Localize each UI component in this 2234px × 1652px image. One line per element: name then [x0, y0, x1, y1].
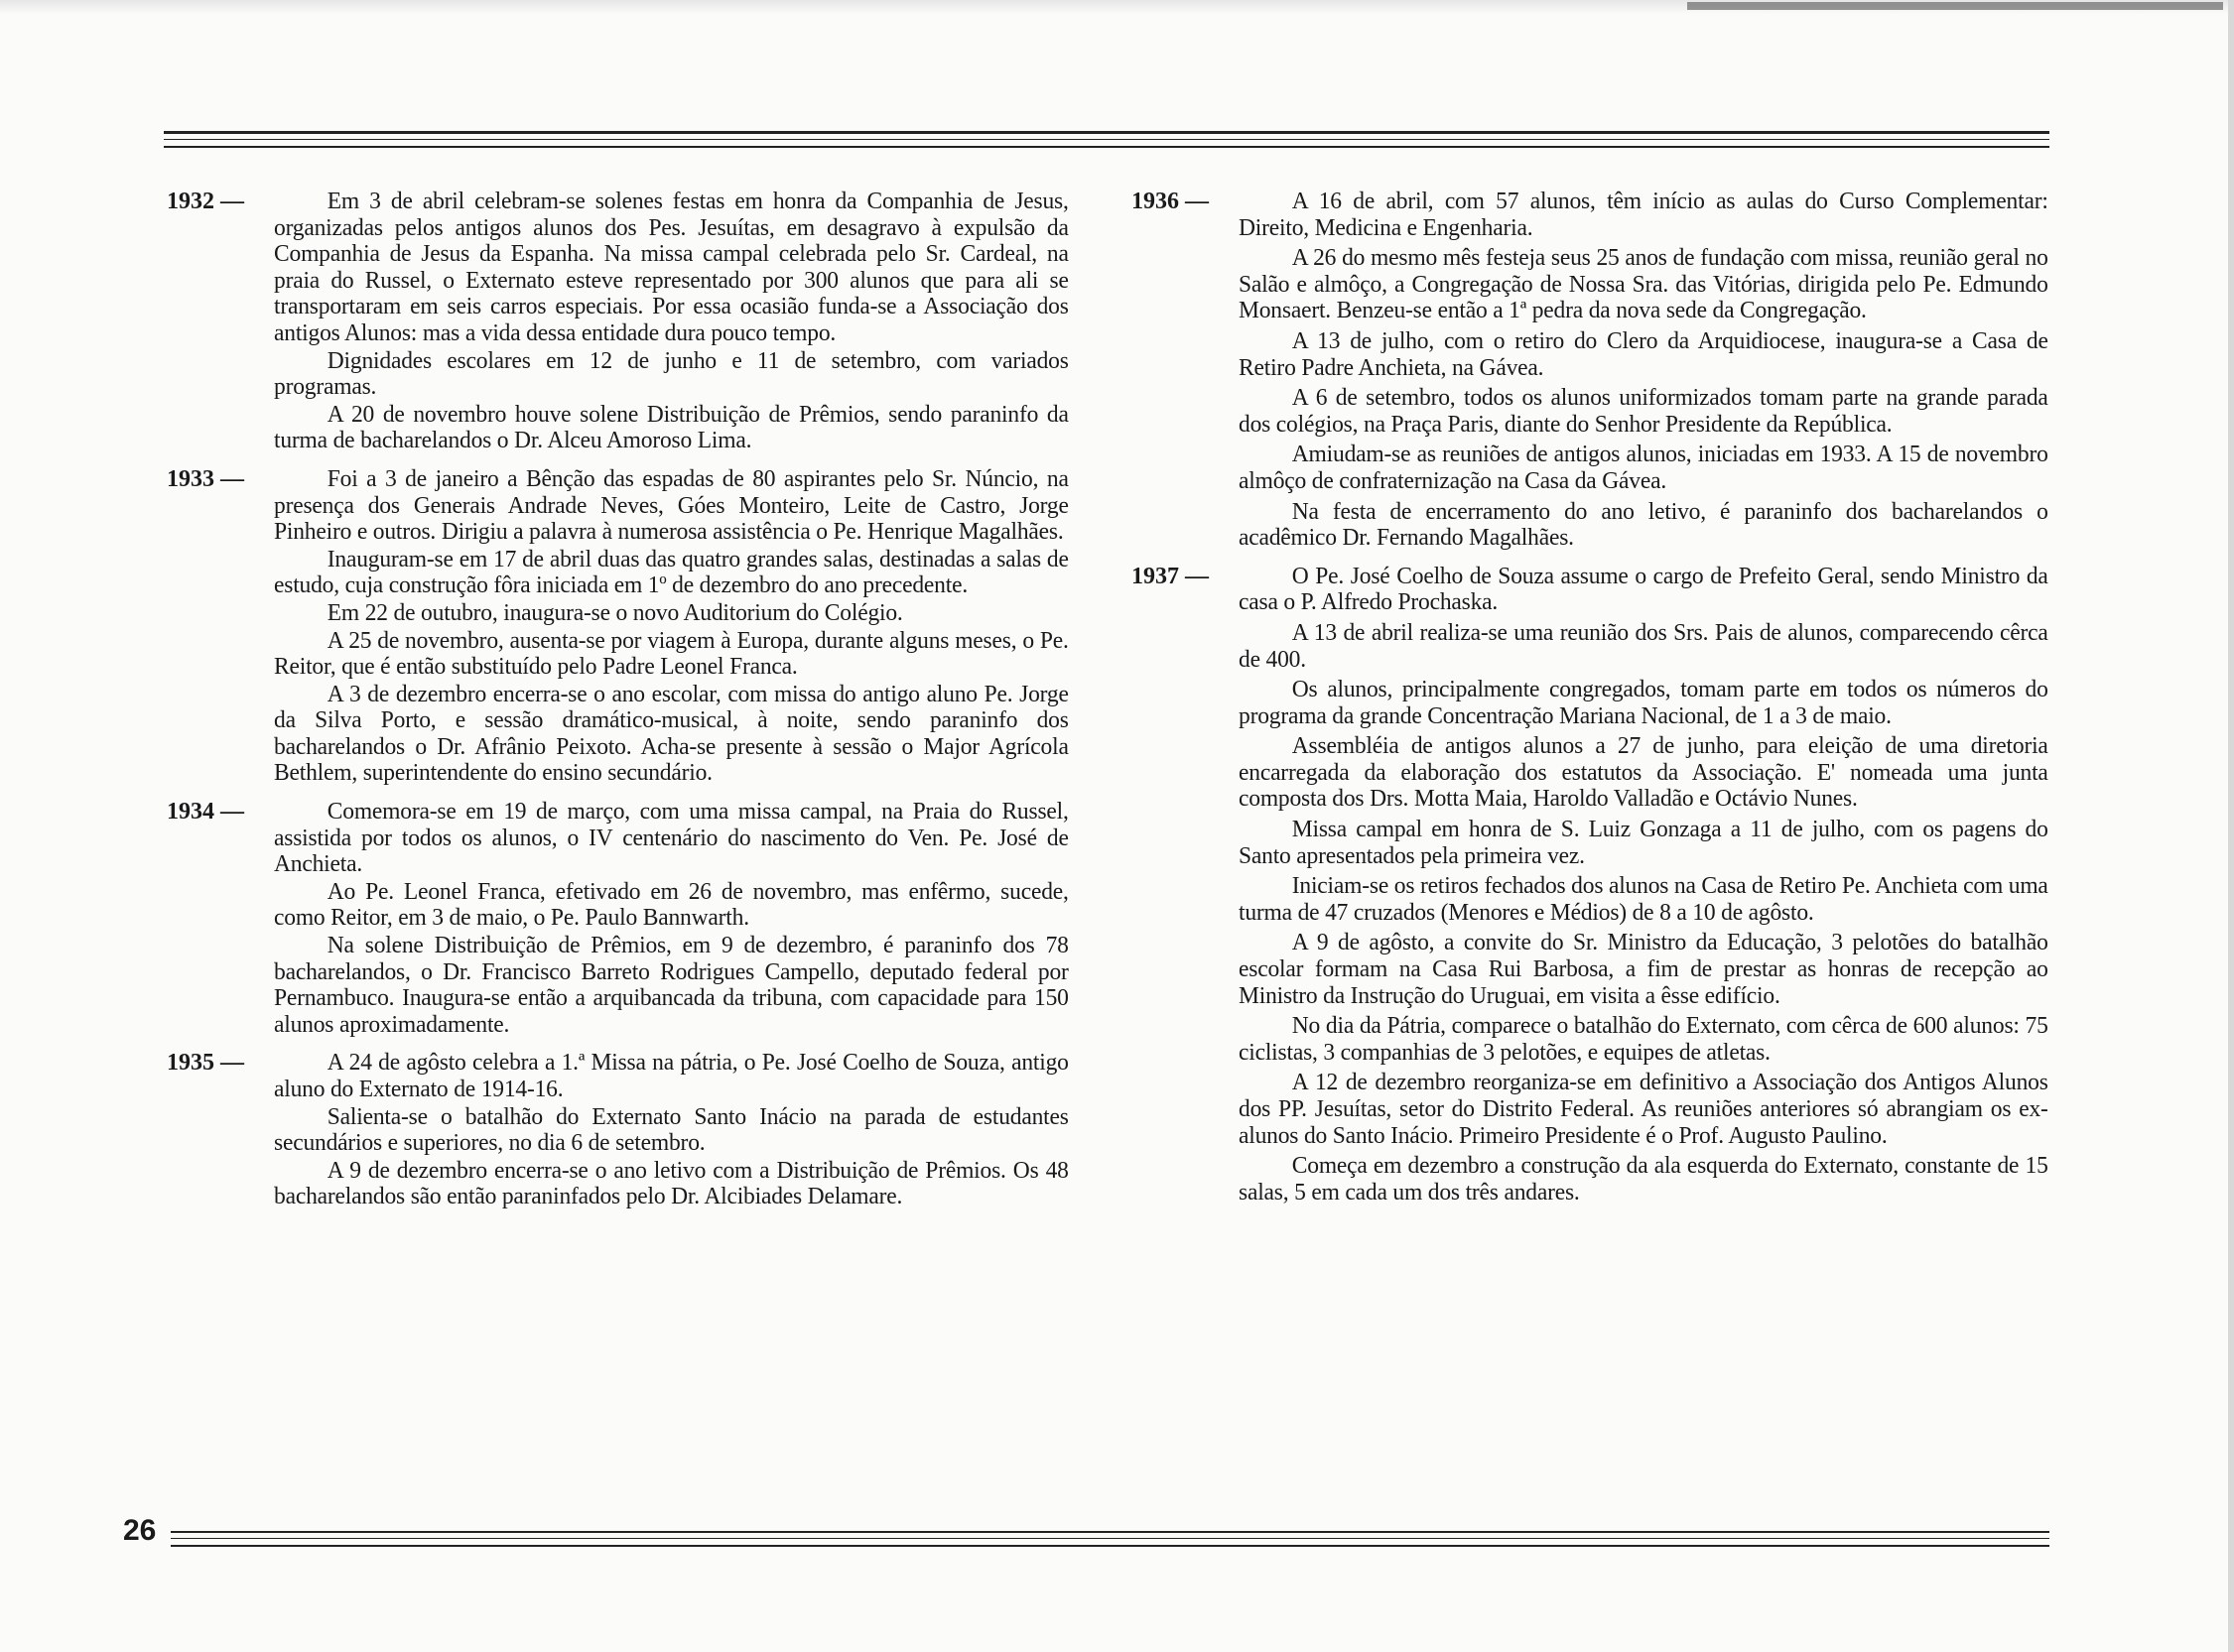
page-edge — [2228, 0, 2234, 1652]
entry-paragraph: A 13 de abril realiza-se uma reunião dos Srs. Pais de alunos, comparecendo cêrca de 400. — [1239, 618, 2048, 673]
entry-paragraph: A 24 de agôsto celebra a 1.ª Missa na pátria, o Pe. José Coelho de Souza, antigo aluno do Externato de 1914-16. — [274, 1049, 1069, 1102]
entry-paragraph: Comemora-se em 19 de março, com uma missa campal, na Praia do Russel, assistida por todos os alunos, o IV centenário do nascimento do Ven. Pe. José de Anchieta. — [274, 798, 1069, 878]
entry-paragraph: No dia da Pátria, comparece o batalhão do Externato, com cêrca de 600 alunos: 75 ciclistas, 3 companhias de 3 pelotões, e equipes de atletas. — [1239, 1012, 2048, 1066]
entry-body — [1239, 564, 2049, 1207]
entry-paragraph: A 6 de setembro, todos os alunos uniformizados tomam parte na grande parada dos colégios, na Praça Paris, diante do Senhor Presidente da República. — [1239, 384, 2048, 438]
entry-body — [1239, 189, 2049, 552]
entry-paragraph: O Pe. José Coelho de Souza assume o cargo de Prefeito Geral, sendo Ministro da casa o P. Alfredo Prochaska. — [1239, 562, 2048, 616]
entry-paragraph: A 12 de dezembro reorganiza-se em definitivo a Associação dos Antigos Alunos dos PP. Jesuítas, setor do Distrito Federal. As reuniões anteriores só abrangiam os ex-alunos do Santo Inácio. Primeiro Presidente é o Prof. Augusto Paulino. — [1239, 1069, 2048, 1149]
header-rule — [164, 131, 2049, 134]
entry-year: 1934 — — [167, 799, 244, 826]
entry-body — [274, 189, 1070, 454]
scan-artifact — [1687, 2, 2223, 10]
header-rule — [164, 139, 2049, 140]
entry-year: 1937 — — [1131, 563, 1209, 589]
entry-year: 1932 — — [167, 189, 244, 214]
year-entry — [1131, 564, 2049, 1207]
entry-year: 1933 — — [167, 465, 244, 492]
entry-paragraph: A 26 do mesmo mês festeja seus 25 anos de fundação com missa, reunião geral no Salão e almôço, a Congregação de Nossa Sra. das Vitórias, dirigida pelo Pe. Edmundo Monsaert. Benzeu-se então a 1ª pedra da nova sede da Congregação. — [1239, 244, 2048, 324]
year-entry — [1131, 189, 2049, 552]
entry-paragraph: Dignidades escolares em 12 de junho e 11 de setembro, com variados programas. — [274, 346, 1069, 401]
footer-rule — [171, 1531, 2049, 1533]
entry-paragraph: Salienta-se o batalhão do Externato Santo Inácio na parada de estudantes secundários e superiores, no dia 6 de setembro. — [274, 1102, 1069, 1157]
entry-paragraph: Ao Pe. Leonel Franca, efetivado em 26 de novembro, mas enfêrmo, sucede, como Reitor, em 3 de maio, o Pe. Paulo Bannwarth. — [274, 877, 1069, 932]
footer-rule — [171, 1538, 2049, 1539]
entry-body — [274, 799, 1070, 1038]
entry-paragraph: Amiudam-se as reuniões de antigos alunos, iniciadas em 1933. A 15 de novembro almôço de confraternização na Casa da Gávea. — [1239, 441, 2048, 494]
entry-paragraph: Os alunos, principalmente congregados, tomam parte em todos os números do programa da grande Concentração Mariana Nacional, de 1 a 3 de maio. — [1239, 676, 2048, 729]
entry-paragraph: Assembléia de antigos alunos a 27 de junho, para eleição de uma diretoria encarregada da elaboração dos estatutos da Associação. E' nomeada uma junta composta dos Drs. Motta Maia, Haroldo Valladão e Octávio Nunes. — [1239, 732, 2048, 813]
entry-paragraph: A 16 de abril, com 57 alunos, têm início as aulas do Curso Complementar: Direito, Medicina e Engenharia. — [1239, 188, 2048, 241]
entry-paragraph: Inauguram-se em 17 de abril duas das quatro grandes salas, destinadas a salas de estudo, cuja construção fôra iniciada em 1º de dezembro do ano precedente. — [274, 545, 1069, 599]
entry-paragraph: A 25 de novembro, ausenta-se por viagem à Europa, durante alguns meses, o Pe. Reitor, que é então substituído pelo Padre Leonel Franca. — [274, 626, 1069, 681]
page-number: 26 — [123, 1514, 157, 1547]
year-entry — [167, 1050, 1070, 1210]
footer-rule — [171, 1545, 2049, 1547]
entry-body — [274, 466, 1070, 787]
year-entry — [167, 466, 1070, 787]
left-column — [167, 189, 1070, 1222]
entry-paragraph: Foi a 3 de janeiro a Bênção das espadas de 80 aspirantes pelo Sr. Núncio, na presença dos Generais Andrade Neves, Góes Monteiro, Leite de Castro, Jorge Pinheiro e outros. Dirigiu a palavra à numerosa assistência o Pe. Henrique Magalhães. — [274, 464, 1069, 546]
entry-body — [274, 1050, 1070, 1210]
entry-paragraph: Na festa de encerramento do ano letivo, é paraninfo dos bacharelandos o acadêmico Dr. Fernando Magalhães. — [1239, 497, 2048, 552]
entry-paragraph: Em 22 de outubro, inaugura-se o novo Auditorium do Colégio. — [327, 598, 903, 626]
right-column — [1131, 189, 2049, 1217]
entry-year: 1936 — — [1131, 189, 1209, 214]
header-rule — [164, 146, 2049, 148]
entry-paragraph: A 9 de agôsto, a convite do Sr. Ministro da Educação, 3 pelotões do batalhão escolar formam na Casa Rui Barbosa, a fim de prestar as honras de recepção ao Ministro da Instrução do Uruguai, em visita a êsse edifício. — [1239, 929, 2048, 1009]
entry-paragraph: A 9 de dezembro encerra-se o ano letivo com a Distribuição de Prêmios. Os 48 bacharelandos são então paraninfados pelo Dr. Alcibiades Delamare. — [274, 1156, 1069, 1210]
entry-paragraph: Missa campal em honra de S. Luiz Gonzaga a 11 de julho, com os pagens do Santo apresentados pela primeira vez. — [1239, 816, 2048, 869]
entry-paragraph: Iniciam-se os retiros fechados dos alunos na Casa de Retiro Pe. Anchieta com uma turma de 47 cruzados (Menores e Médios) de 8 a 10 de agôsto. — [1239, 872, 2048, 926]
entry-paragraph: A 3 de dezembro encerra-se o ano escolar, com missa do antigo aluno Pe. Jorge da Silva Porto, e sessão dramático-musical, à noite, sendo paraninfo dos bacharelandos o Dr. Afrânio Peixoto. Acha-se presente à sessão o Major Agrícola Bethlem, superintendente do ensino secundário. — [274, 680, 1069, 787]
entry-paragraph: A 20 de novembro houve solene Distribuição de Prêmios, sendo paraninfo da turma de bacharelandos o Dr. Alceu Amoroso Lima. — [274, 400, 1069, 454]
entry-paragraph: Começa em dezembro a construção da ala esquerda do Externato, constante de 15 salas, 5 em cada um dos três andares. — [1239, 1152, 2048, 1206]
entry-paragraph: Em 3 de abril celebram-se solenes festas em honra da Companhia de Jesus, organizadas pelos antigos alunos dos Pes. Jesuítas, em desagravo à expulsão da Companhia de Jesus da Espanha. Na missa campal celebrada pelo Sr. Cardeal, na praia do Russel, o Externato esteve representado por 300 alunos que para ali se transportaram em seis carros especiais. Por essa ocasião funda-se a Associação dos antigos Alunos: mas a vida dessa entidade dura pouco tempo. — [274, 188, 1069, 346]
entry-paragraph: A 13 de julho, com o retiro do Clero da Arquidiocese, inaugura-se a Casa de Retiro Padre Anchieta, na Gávea. — [1239, 326, 2048, 381]
entry-year: 1935 — — [167, 1050, 244, 1077]
year-entry — [167, 799, 1070, 1038]
year-entry — [167, 189, 1070, 454]
entry-paragraph: Na solene Distribuição de Prêmios, em 9 de dezembro, é paraninfo dos 78 bacharelandos, o Dr. Francisco Barreto Rodrigues Campello, deputado federal por Pernambuco. Inaugura-se então a arquibancada da tribuna, com capacidade para 150 alunos aproximadamente. — [274, 932, 1069, 1038]
